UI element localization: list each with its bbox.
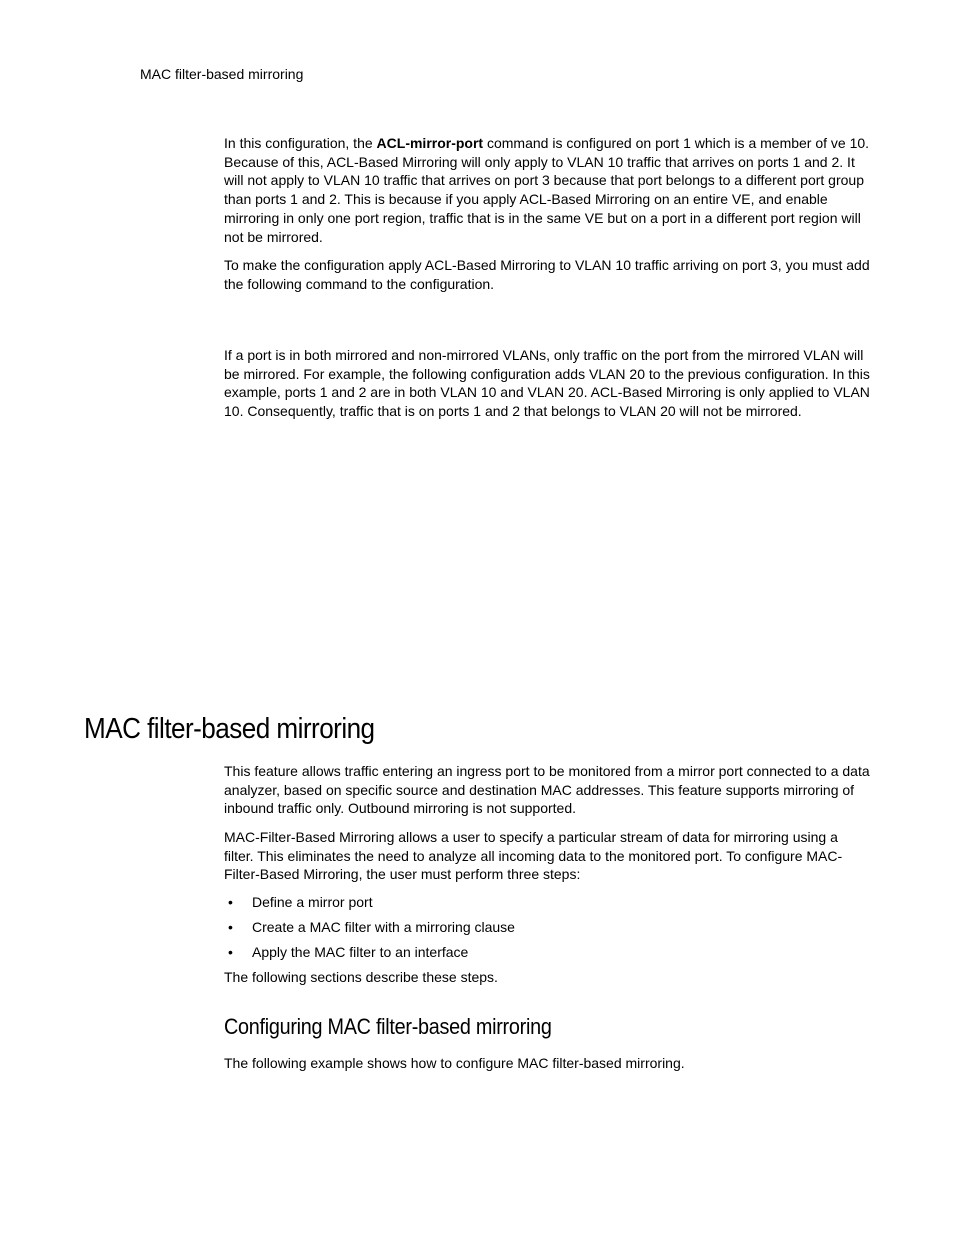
list-item: [224, 918, 870, 943]
steps-list: [224, 893, 870, 968]
intro-paragraph-2-text: To make the configuration apply ACL-Based Mirroring to VLAN 10 traffic arriving on port 3, you must add the following command to the configuration.: [224, 257, 870, 292]
list-item: [224, 943, 870, 968]
intro-text-before: In this configuration, the: [224, 135, 377, 151]
section-paragraph-1-text: This feature allows traffic entering an ingress port to be monitored from a mirror port connected to a data analyzer, based on specific source and destination MAC addresses. This feature supports mirroring of inbound traffic only. Outbound mirroring is not supported.: [224, 763, 870, 817]
command-name: ACL-mirror-port: [376, 135, 484, 151]
intro-paragraph-3-text: If a port is in both mirrored and non-mirrored VLANs, only traffic on the port from the mirrored VLAN will be mirrored. For example, the following configuration adds VLAN 20 to the previous configuration. In this example, ports 1 and 2 are in both VLAN 10 and VLAN 20. ACL-Based Mirroring is only applied to VLAN 10. Consequently, traffic that is on ports 1 and 2 that belongs to VLAN 20 will not be mirrored.: [224, 347, 870, 420]
section-paragraph-3-text: The following sections describe these steps.: [224, 969, 498, 985]
step-label: Define a mirror port: [252, 894, 373, 910]
bullet-glyph: •: [228, 894, 233, 910]
section-paragraph-1: [224, 762, 870, 818]
intro-paragraph-1: [224, 134, 870, 246]
intro-paragraph-2: [224, 256, 870, 293]
intro-text-after: command is configured on port 1 which is a member of ve 10. Because of this, ACL-Based Mirroring will only apply to VLAN 10 traffic that arrives on ports 1 and 2. It will not apply to VLAN 10 traffic that arrives on port 3 because that port belongs to a different port group than ports 1 and 2. This is because if you apply ACL-Based Mirroring on an entire VE, and enable mirroring in only one port region, traffic that is in the same VE but on a port in a different port region will not be mirrored.: [224, 135, 870, 245]
bullet-glyph: •: [228, 919, 233, 935]
section-title: MAC filter-based mirroring: [84, 713, 375, 745]
intro-paragraph-3: [224, 346, 870, 421]
bullet-glyph: •: [228, 944, 233, 960]
running-header: MAC filter-based mirroring: [140, 66, 304, 82]
subsection-paragraph-1: [224, 1054, 870, 1073]
section-paragraph-2: [224, 828, 870, 884]
list-item: [224, 893, 870, 918]
section-paragraph-2-text: MAC-Filter-Based Mirroring allows a user to specify a particular stream of data for mirroring using a filter. This eliminates the need to analyze all incoming data to the monitored port. To configure MAC-Filter-Based Mirroring, the user must perform three steps:: [224, 829, 843, 883]
subsection-title: Configuring MAC filter-based mirroring: [224, 1014, 552, 1039]
subsection-paragraph-1-text: The following example shows how to configure MAC filter-based mirroring.: [224, 1055, 685, 1071]
step-label: Apply the MAC filter to an interface: [252, 944, 469, 960]
section-paragraph-3: [224, 968, 870, 987]
step-label: Create a MAC filter with a mirroring clause: [252, 919, 515, 935]
